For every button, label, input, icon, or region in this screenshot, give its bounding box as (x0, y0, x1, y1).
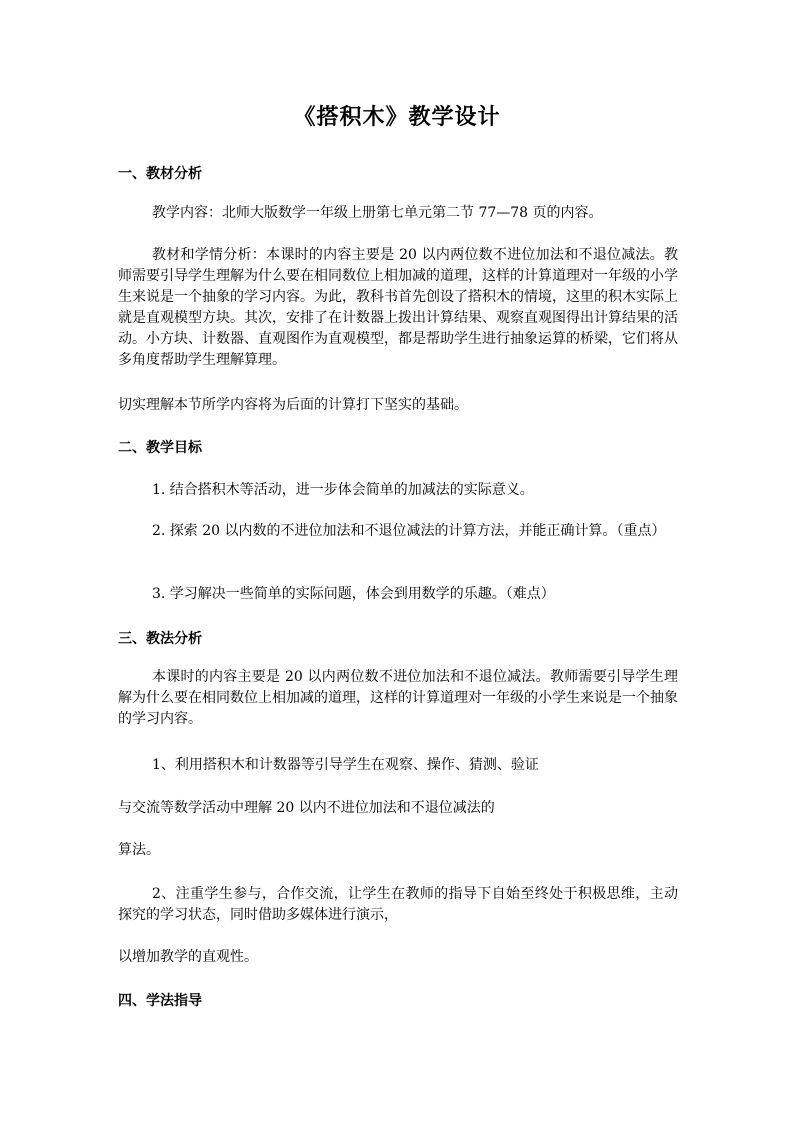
method-item-2: 2、注重学生参与，合作交流，让学生在教师的指导下自始至终处于积极思维，主动探究的学习状态，同时借助多媒体进行演示， (118, 886, 678, 923)
method-item-1-end: 算法。 (118, 842, 160, 858)
section-heading-teaching-methods: 三、教法分析 (118, 631, 202, 647)
section-heading-objectives: 二、教学目标 (118, 440, 202, 456)
section-heading-materials: 一、教材分析 (118, 166, 202, 182)
teaching-content-paragraph: 教学内容：北师大版数学一年级上册第七单元第二节 77—78 页的内容。 (152, 205, 603, 221)
foundation-paragraph: 切实理解本节所学内容将为后面的计算打下坚实的基础。 (118, 397, 468, 413)
objective-item-1: 1. 结合搭积木等活动，进一步体会简单的加减法的实际意义。 (152, 482, 534, 498)
objective-item-2: 2. 探索 20 以内数的不进位加法和不退位减法的计算方法，并能正确计算。（重点） (152, 523, 666, 539)
section-heading-study-guidance: 四、学法指导 (118, 993, 202, 1009)
document-title: 《搭积木》教学设计 (293, 105, 501, 130)
objective-item-3: 3. 学习解决一些简单的实际问题，体会到用数学的乐趣。（难点） (152, 586, 555, 602)
method-item-1-continued: 与交流等数学活动中理解 20 以内不进位加法和不退位减法的 (118, 800, 495, 816)
method-item-1: 1、利用搭积木和计数器等引导学生在观察、操作、猜测、验证 (152, 757, 539, 773)
teaching-methods-paragraph: 本课时的内容主要是 20 以内两位数不进位加法和不退位减法。教师需要引导学生理解为什么要在相同数位上相加减的道理，这样的计算道理对一年级的小学生来说是一个抽象的学习内容。 (118, 669, 678, 727)
material-analysis-paragraph: 教材和学情分析：本课时的内容主要是 20 以内两位数不进位加法和不退位减法。教师需要引导学生理解为什么要在相同数位上相加减的道理，这样的计算道理对一年级的小学生来说是一个抽象的学习内容。为此，教科书首先创设了搭积木的情境，这里的积木实际上就是直观模型方块。其次，安排了在计数器上拨出计算结果、观察直观图得出计算结果的活动。小方块、计数器、直观图作为直观模型，都是帮助学生进行抽象运算的桥梁，它们将从多角度帮助学生理解算理。 (118, 247, 678, 368)
method-item-2-end: 以增加教学的直观性。 (118, 949, 258, 965)
